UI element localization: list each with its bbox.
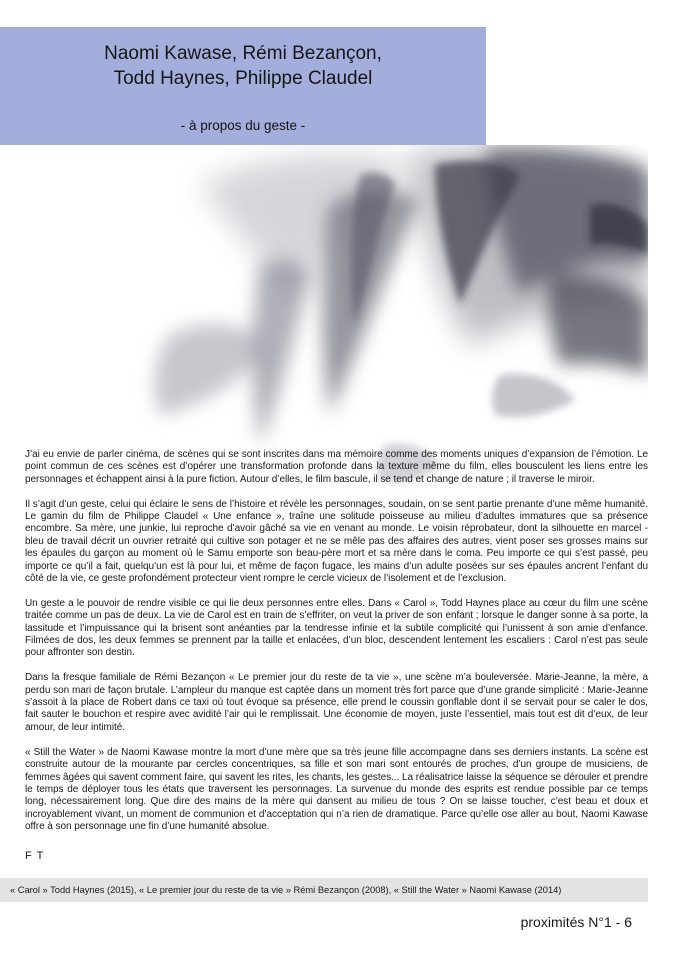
- article-paragraph: « Still the Water » de Naomi Kawase montre la mort d’une mère que sa très jeune fille accompagne dans ses derniers instants. La scène est construite autour de la mourante par cercles concentriques, sa fille et son mari sont entourés de proches, d’un groupe de musiciens, de femmes âgées qui savent comment faire, qui savent les rites, les chants, les gestes... La réalisatrice laisse la séquence se dérouler et prendre le temps de déployer tous les états que traversent les personnages. La survenue du monde des esprits est rendue possible par ce temps long, nécessairement long. Que dire des mains de la mère qui dansent au milieu de tous ? On se laisse toucher, c’est beau et doux et incroyablement vivant, un moment de communion et d’acceptation qui n’a rien de dramatique. Parce qu’elle ose aller au bout, Naomi Kawase offre à son personnage une fin d’une humanité absolue.: [25, 746, 648, 833]
- film-credits-caption: « Carol » Todd Haynes (2015), « Le premier jour du reste de ta vie » Rémi Bezançon (2008), « Still the Water » Naomi Kawase (2014): [0, 878, 648, 902]
- article-body: [25, 449, 648, 846]
- article-paragraph: Il s’agit d’un geste, celui qui éclaire le sens de l’histoire et révèle les personnages, soudain, on se sent partie prenante d’une même humanité. Le gamin du film de Philippe Claudel « Une enfance », traîne une solitude poisseuse au milieu d’adultes immatures que sa présence encombre. Sa mère, une junkie, lui reproche d’avoir gâché sa vie en venant au monde. Le voisin réprobateur, dont la silhouette en marcel - bleu de travail décrit un ouvrier retraité qui cultive son potager et ne se mêle pas des affaires des autres, vient poser ses grosses mains sur les épaules du garçon au moment où le Samu emporte son beau-père mort et sa mère dans le coma. Peu importe ce qui s’est passé, peu importe ce qu’il a fait, quelqu’un est là pour lui, et même de façon fugace, les mains d’un adulte posées sur ses épaules ancrent l’enfant du côté de la vie, ce geste profondément protecteur vient rompre le cercle vicieux de l’isolement et de l’exclusion.: [25, 498, 648, 585]
- article-paragraph: J’ai eu envie de parler cinéma, de scènes qui se sont inscrites dans ma mémoire comme des moments uniques d’expansion de l’émotion. Le point commun de ces scènes est d’opérer une transformation profonde dans la texture même du film, elles bousculent les liens entre les personnages et échappent ainsi à la pure fiction. Autour d’elles, le film bascule, il se tend et change de nature ; il traverse le miroir.: [25, 449, 648, 485]
- title-line-2: Todd Haynes, Philippe Claudel: [113, 68, 373, 89]
- author-signature: F T: [25, 850, 45, 862]
- title-line-1: Naomi Kawase, Rémi Bezançon,: [104, 43, 382, 64]
- article-paragraph: Un geste a le pouvoir de rendre visible ce qui lie deux personnes entre elles. Dans « Carol », Todd Haynes place au cœur du film une scène traitée comme un pas de deux. La vie de Carol est en train de s’effriter, on veut la priver de son enfant ; lorsque le danger sonne à sa porte, la lassitude et l’impuissance qui la brisent sont anéanties par la tendresse infinie et la subtile complicité qui l’unissent à son amie d’enfance. Filmées de dos, les deux femmes se prennent par la taille et enlacées, d’un bloc, descendent lentement les escaliers : Carol n’est pas seule pour affronter son destin.: [25, 597, 648, 659]
- page-number: proximités N°1 - 6: [520, 914, 632, 930]
- article-paragraph: Dans la fresque familiale de Rémi Bezançon « Le premier jour du reste de ta vie », une scène m’a bouleversée. Marie-Jeanne, la mère, a perdu son mari de façon brutale. L’ampleur du manque est captée dans un moment très fort parce que d’une grande simplicité : Marie-Jeanne s’assoit à la place de Robert dans ce taxi où tout évoque sa présence, elle prend le coussin gonflable dont il se servait pour se caler le dos, fait sauter le bouchon et respire avec avidité l’air qui le remplissait. Une économie de moyen, juste l’essentiel, mais tout est dit d’eux, de leur amour, de leur intimité.: [25, 672, 648, 733]
- page-subtitle: - à propos du geste -: [180, 118, 306, 133]
- page-title: [0, 41, 486, 91]
